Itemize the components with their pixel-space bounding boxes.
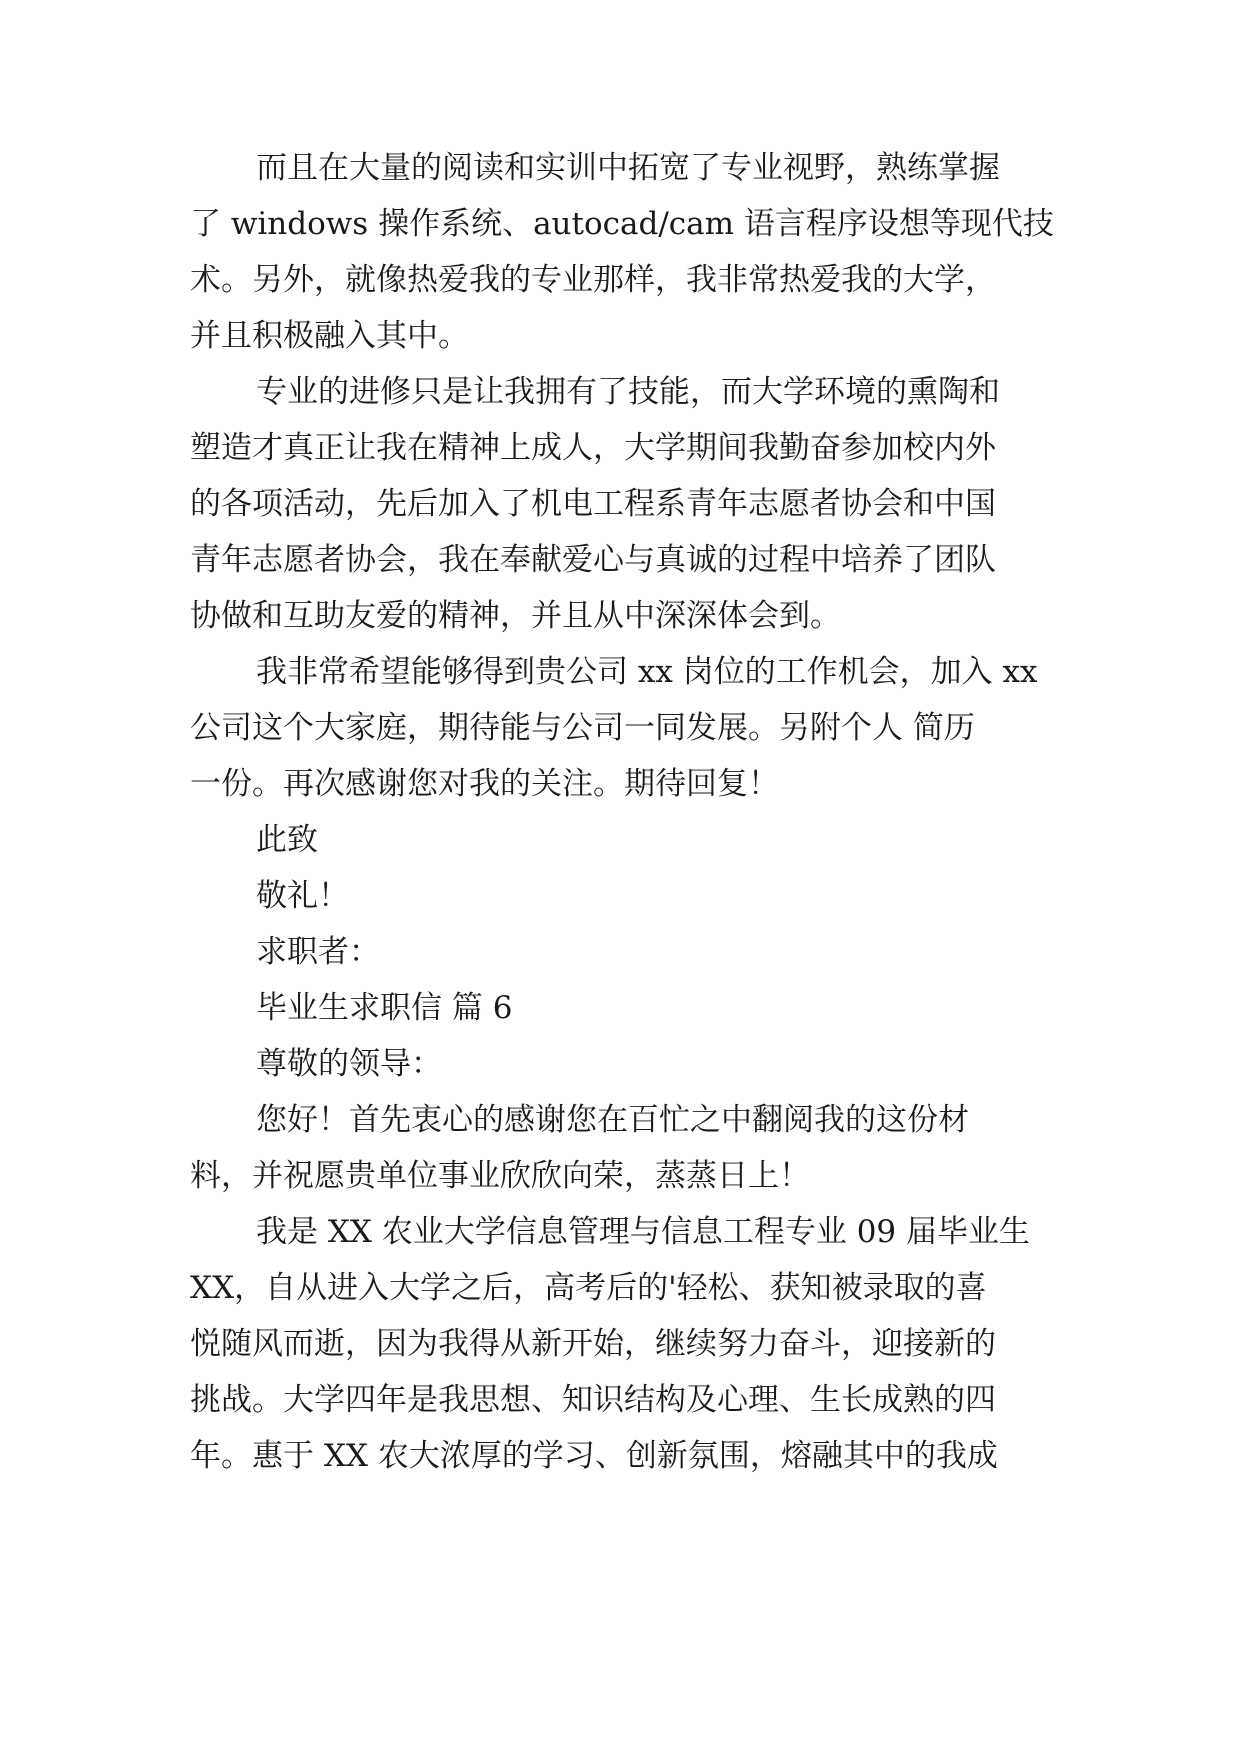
text-line: 塑造才真正让我在精神上成人，大学期间我勤奋参加校内外 — [190, 430, 996, 466]
closing-regards: 敬礼！ — [256, 878, 349, 914]
closing-salutation: 此致 — [256, 822, 318, 858]
text-line: 您好！首先衷心的感谢您在百忙之中翻阅我的这份材 — [256, 1102, 969, 1138]
section-title: 毕业生求职信 篇 6 — [256, 990, 513, 1026]
text-line: 一份。再次感谢您对我的关注。期待回复！ — [190, 766, 779, 802]
text-line: 术。另外，就像热爱我的专业那样，我非常热爱我的大学， — [190, 262, 996, 298]
text-line: 我非常希望能够得到贵公司 xx 岗位的工作机会，加入 xx — [256, 654, 1038, 690]
text-line: 我是 XX 农业大学信息管理与信息工程专业 09 届毕业生 — [256, 1214, 1030, 1250]
text-line: 而且在大量的阅读和实训中拓宽了专业视野，熟练掌握 — [256, 150, 1000, 186]
text-line: XX，自从进入大学之后，高考后的'轻松、获知被录取的喜 — [190, 1270, 987, 1306]
text-line: 协做和互助友爱的精神，并且从中深深体会到。 — [190, 598, 841, 634]
text-line: 的各项活动，先后加入了机电工程系青年志愿者协会和中国 — [190, 486, 996, 522]
applicant-signature-label: 求职者： — [256, 934, 380, 970]
text-line: 悦随风而逝，因为我得从新开始，继续努力奋斗，迎接新的 — [190, 1326, 996, 1362]
text-line: 公司这个大家庭，期待能与公司一同发展。另附个人 简历 — [190, 710, 975, 746]
text-line: 青年志愿者协会，我在奉献爱心与真诚的过程中培养了团队 — [190, 542, 996, 578]
text-line: 料，并祝愿贵单位事业欣欣向荣，蒸蒸日上！ — [190, 1158, 810, 1194]
greeting: 尊敬的领导： — [256, 1046, 442, 1082]
text-line: 并且积极融入其中。 — [190, 318, 469, 354]
text-line: 专业的进修只是让我拥有了技能，而大学环境的熏陶和 — [256, 374, 1000, 410]
text-line: 挑战。大学四年是我思想、知识结构及心理、生长成熟的四 — [190, 1382, 996, 1418]
text-line: 了 windows 操作系统、autocad/cam 语言程序设想等现代技 — [190, 206, 1054, 242]
text-line: 年。惠于 XX 农大浓厚的学习、创新氛围，熔融其中的我成 — [190, 1438, 998, 1474]
